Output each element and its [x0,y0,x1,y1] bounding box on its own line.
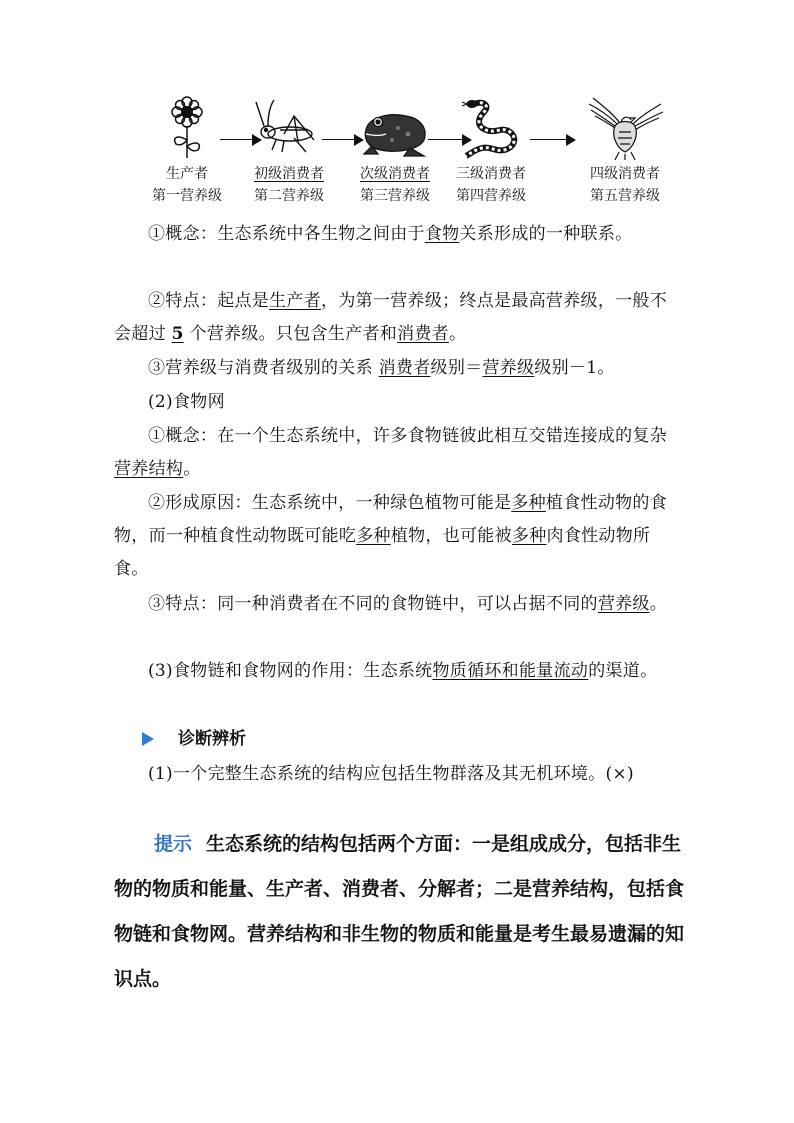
food-web-role-paragraph: (3)食物链和食物网的作用：生态系统物质循环和能量流动的渠道。 [148,661,658,681]
hint-tag: 提示 [154,833,193,855]
organism-role-label: 次级消费者 [360,166,430,182]
organism-quaternary-consumer [570,96,680,208]
grasshopper-icon [254,96,324,160]
flower-icon [162,96,212,160]
frog-icon [358,96,432,160]
trophic-level-label: 第四营养级 [456,188,526,204]
organism-role-label: 三级消费者 [456,166,526,182]
snake-icon [456,96,526,160]
food-web-heading: (2)食物网 [148,392,225,412]
food-web-features-paragraph: ③特点：同一种消费者在不同的食物链中，可以占据不同的营养级。 [148,594,668,614]
trophic-level-label: 第二营养级 [254,188,324,204]
trophic-level-label: 第五营养级 [590,188,660,204]
triangle-bullet-icon [142,732,154,746]
organism-secondary-consumer [340,96,450,208]
trophic-level-label: 第一营养级 [152,188,222,204]
food-web-cause-paragraph: ②形成原因：生态系统中，一种绿色植物可能是多种植食性动物的食物，而一种植食性动物既可能吃多种植物，也可能被多种肉食性动物所食。 [114,493,668,579]
food-chain-features-paragraph: ②特点：起点是生产者，为第一营养级；终点是最高营养级，一般不会超过 5 个营养级。只包含生产者和消费者。 [114,291,668,344]
eagle-icon [585,96,665,162]
question-1: (1)一个完整生态系统的结构应包括生物群落及其无机环境。(×) [148,764,634,784]
hint-paragraph: 提示 生态系统的结构包括两个方面：一是组成成分，包括非生物的物质和能量、生产者、消费者、分解者；二是营养结构，包括食物链和食物网。营养结构和非生物的物质和能量是考生最易遗漏的知识点。 [114,833,685,990]
organism-role-label: 初级消费者 [254,166,324,182]
organism-role-label: 四级消费者 [590,166,660,182]
organism-primary-consumer [234,96,344,208]
diagnosis-section-heading: 诊断辨析 [142,724,246,754]
food-web-concept-paragraph: ①概念：在一个生态系统中，许多食物链彼此相互交错连接成的复杂营养结构。 [114,426,667,479]
trophic-relation-paragraph: ③营养级与消费者级别的关系 消费者级别＝营养级级别－1。 [148,358,615,378]
organism-tertiary-consumer [436,96,546,208]
trophic-level-label: 第三营养级 [360,188,430,204]
organism-producer [132,96,242,208]
food-chain-diagram [150,96,680,208]
organism-role-label: 生产者 [166,166,208,182]
food-chain-concept-paragraph: ①概念：生态系统中各生物之间由于食物关系形成的一种联系。 [148,224,633,244]
